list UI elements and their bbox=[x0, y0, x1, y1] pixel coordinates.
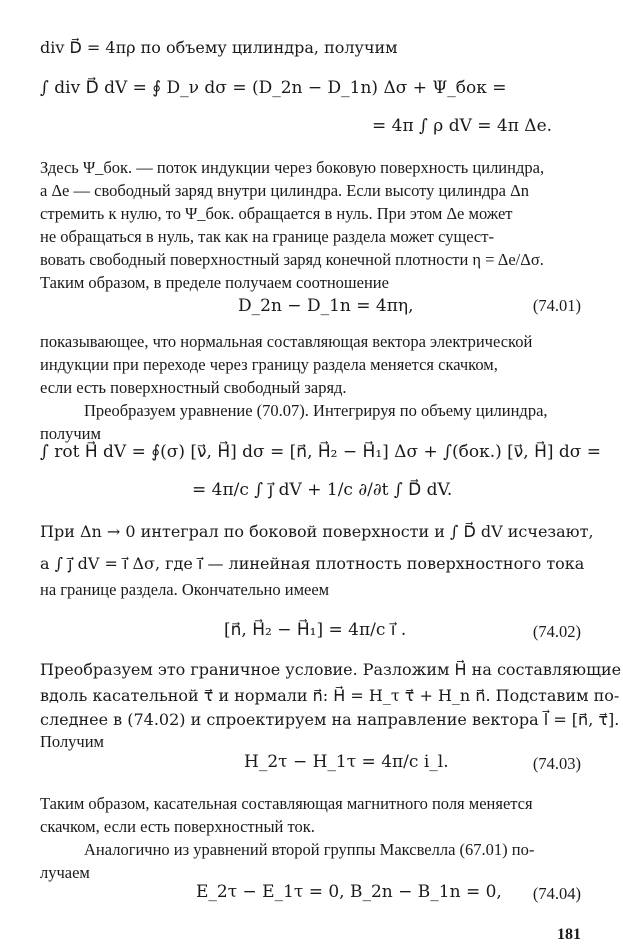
equation-74-04: E_2τ − E_1τ = 0, B_2n − B_1n = 0, bbox=[196, 882, 502, 902]
equation-74-02: [n⃗, H⃗₂ − H⃗₁] = 4π/c i⃗ . bbox=[224, 620, 407, 640]
equation-rot-result: = 4π/c ∫ j⃗ dV + 1/c ∂/∂t ∫ D⃗ dV. bbox=[192, 480, 453, 500]
paragraph-line: на границе раздела. Окончательно имеем bbox=[40, 580, 330, 599]
equation-number-74-02: (74.02) bbox=[532, 622, 581, 641]
equation-number-74-01: (74.01) bbox=[532, 296, 581, 315]
paragraph-line: Аналогично из уравнений второй группы Максвелла (67.01) по- bbox=[84, 840, 535, 859]
paragraph-line: следнее в (74.02) и спроектируем на направление вектора l⃗ = [n⃗, τ⃗]. bbox=[40, 710, 620, 729]
paragraph-line: Преобразуем это граничное условие. Разложим H⃗ на составляющие bbox=[40, 660, 622, 679]
equation-rot-integral: ∫ rot H⃗ dV = ∮(σ) [ν⃗, H⃗] dσ = [n⃗, H⃗₂ − H⃗₁] Δσ + ∫(бок.) [ν⃗, H⃗] dσ = bbox=[40, 442, 602, 462]
paragraph-line: Здесь Ψ_бок. — поток индукции через боковую поверхность цилиндра, bbox=[40, 158, 545, 177]
equation-gauss-integral: ∫ div D⃗ dV = ∮ D_ν dσ = (D_2n − D_1n) Δσ + Ψ_бок = bbox=[40, 78, 507, 98]
paragraph-line: стремить к нулю, то Ψ_бок. обращается в нуль. При этом Δe может bbox=[40, 204, 513, 223]
paragraph-line: вдоль касательной τ⃗ и нормали n⃗: H⃗ = H_τ τ⃗ + H_n n⃗. Подставим по- bbox=[40, 686, 620, 705]
paragraph-line: показывающее, что нормальная составляющая вектора электрической bbox=[40, 332, 533, 351]
page-number: 181 bbox=[557, 926, 581, 943]
equation-74-01: D_2n − D_1n = 4πη, bbox=[238, 296, 414, 316]
equation-74-03: H_2τ − H_1τ = 4π/c i_l. bbox=[244, 752, 449, 772]
paragraph-line: скачком, если есть поверхностный ток. bbox=[40, 817, 315, 836]
paragraph-line: если есть поверхностный свободный заряд. bbox=[40, 378, 347, 397]
paragraph-line: а ∫ j⃗ dV = i⃗ Δσ, где i⃗ — линейная плотность поверхностного тока bbox=[40, 554, 585, 573]
line-intro-div: div D⃗ = 4πρ по объему цилиндра, получим bbox=[40, 38, 398, 57]
paragraph-line: получим bbox=[40, 424, 101, 443]
paragraph-line: При Δn → 0 интеграл по боковой поверхности и ∫ D⃗ dV исчезают, bbox=[40, 522, 594, 541]
paragraph-line: Преобразуем уравнение (70.07). Интегрируя по объему цилиндра, bbox=[84, 401, 548, 420]
equation-number-74-03: (74.03) bbox=[532, 754, 581, 773]
paragraph-line: Таким образом, касательная составляющая магнитного поля меняется bbox=[40, 794, 533, 813]
paragraph-line: а Δe — свободный заряд внутри цилиндра. Если высоту цилиндра Δn bbox=[40, 181, 529, 200]
paragraph-line: вовать свободный поверхностный заряд конечной плотности η = Δe/Δσ. bbox=[40, 250, 544, 269]
paragraph-line: Таким образом, в пределе получаем соотношение bbox=[40, 273, 389, 292]
paragraph-line: Получим bbox=[40, 732, 105, 751]
paragraph-line: лучаем bbox=[40, 863, 90, 882]
equation-number-74-04: (74.04) bbox=[532, 884, 581, 903]
paragraph-line: индукции при переходе через границу раздела меняется скачком, bbox=[40, 355, 498, 374]
paragraph-line: не обращаться в нуль, так как на границе раздела может сущест- bbox=[40, 227, 494, 246]
equation-gauss-result: = 4π ∫ ρ dV = 4π Δe. bbox=[372, 116, 553, 136]
